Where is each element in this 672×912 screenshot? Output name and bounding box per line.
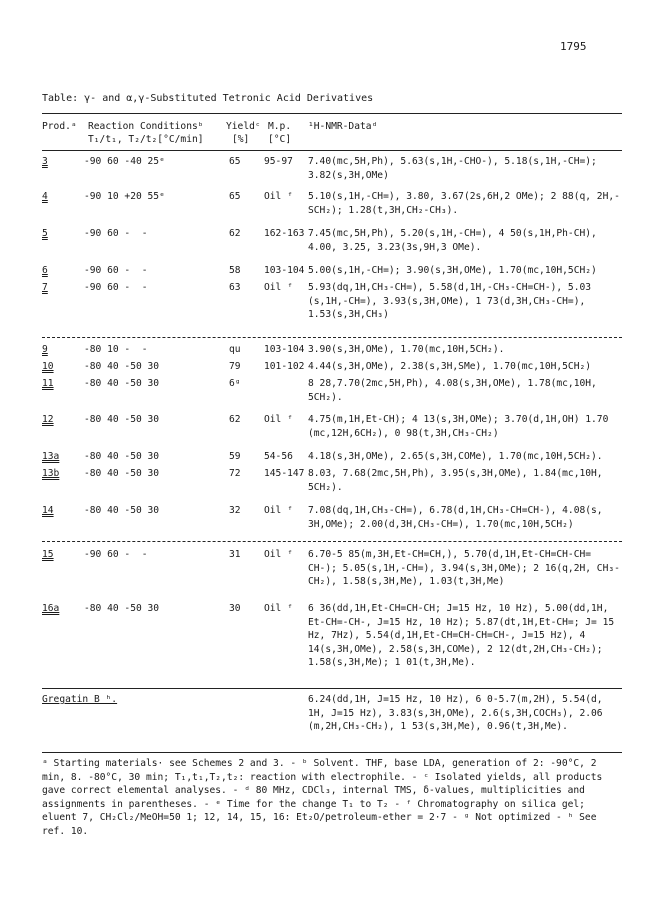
nmr-data: 6 36(dd,1H,Et-CH=CH-CH; J=15 Hz, 10 Hz), 5.00(dd,1H, Et-CH=-CH-, J=15 Hz, 10 Hz); 5.87(dt,1H,Et-CH=; J= 15 Hz, 7Hz), 5.54(d,1H,Et-CH=CH-CH=CH-, J=15 Hz), 4 14(s,3H,OMe), 2.58(s,3H,COMe), 2 12(dt,2H,CH₃-CH₂); 1.58(s,3H,Me); 1 01(t,3H,Me). (308, 603, 615, 668)
prod-number: 4 (42, 191, 48, 202)
melting-point: Oil ᶠ (264, 191, 293, 202)
prod-number: 14 (42, 505, 54, 516)
conditions: -90 60 - - (84, 228, 148, 239)
header-rule (42, 150, 622, 151)
yield: 72 (229, 468, 241, 479)
conditions: -90 60 - - (84, 265, 148, 276)
conditions: -90 10 +20 55ᵉ (84, 191, 165, 202)
prod-number: 9 (42, 344, 48, 355)
header-mp: M.p. (268, 121, 292, 132)
prod-number: 6 (42, 265, 48, 276)
yield: 32 (229, 505, 241, 516)
conditions: -80 40 -50 30 (84, 451, 160, 462)
nmr-data: 7.40(mc,5H,Ph), 5.63(s,1H,-CHO-), 5.18(s,1H,-CH=); 3.82(s,3H,OMe) (308, 156, 597, 181)
conditions: -80 40 -50 30 (84, 603, 160, 614)
nmr-data: 5.10(s,1H,-CH=), 3.80, 3.67(2s,6H,2 OMe); 2 88(q, 2H,-SCH₂); 1.28(t,3H,CH₂-CH₃). (308, 191, 620, 216)
conditions: -80 40 -50 30 (84, 361, 160, 372)
melting-point: Oil ᶠ (264, 414, 293, 425)
header-nmr: ¹H-NMR-Dataᵈ (308, 121, 378, 132)
melting-point: 54-56 (264, 451, 293, 462)
conditions: -90 60 -40 25ᵉ (84, 156, 165, 167)
prod-number: 12 (42, 414, 54, 425)
header-mp-units: [°C] (268, 134, 292, 145)
yield: 79 (229, 361, 241, 372)
yield: 59 (229, 451, 241, 462)
group-divider (42, 337, 622, 338)
table-caption: Table: γ- and α,γ-Substituted Tetronic Acid Derivatives (42, 93, 374, 104)
prod-number: 16a (42, 603, 60, 614)
header-prod: Prod.ᵃ (42, 121, 77, 132)
melting-point: Oil ᶠ (264, 603, 293, 614)
prod-number: 5 (42, 228, 48, 239)
section-rule (42, 688, 622, 689)
melting-point: Oil ᶠ (264, 549, 293, 560)
yield: qu (229, 344, 241, 355)
prod-number: 13a (42, 451, 60, 462)
melting-point: Oil ᶠ (264, 282, 293, 293)
nmr-data: 7.45(mc,5H,Ph), 5.20(s,1H,-CH=), 4 50(s,1H,Ph-CH), 4.00, 3.25, 3.23(3s,9H,3 OMe). (308, 228, 597, 253)
yield: 62 (229, 228, 241, 239)
nmr-data: 5.00(s,1H,-CH=); 3.90(s,3H,OMe), 1.70(mc,10H,5CH₂) (308, 265, 597, 276)
prod-number: 3 (42, 156, 48, 167)
yield: 30 (229, 603, 241, 614)
top-rule (42, 113, 622, 114)
nmr-data: 4.75(m,1H,Et-CH); 4 13(s,3H,OMe); 3.70(d,1H,OH) 1.70 (mc,12H,6CH₂), 0 98(t,3H,CH₃-CH₂) (308, 414, 609, 439)
yield: 65 (229, 156, 241, 167)
conditions: -90 60 - - (84, 549, 148, 560)
prod-number: 7 (42, 282, 48, 293)
page-number: 1795 (560, 40, 587, 53)
header-conditions-units: T₁/t₁, T₂/t₂[°C/min] (88, 134, 204, 145)
melting-point: 103-104 (264, 344, 305, 355)
nmr-data: 8.03, 7.68(2mc,5H,Ph), 3.95(s,3H,OMe), 1.84(mc,10H, 5CH₂). (308, 468, 603, 493)
header-yield-units: [%] (232, 134, 250, 145)
nmr-data: 6.70-5 85(m,3H,Et-CH=CH,), 5.70(d,1H,Et-CH=CH-CH= CH-); 5.05(s,1H,-CH=), 3.94(s,3H,OMe); 2 16(q,2H, CH₃-CH₂), 1.58(s,3H,Me), 1.03(t,3H,Me) (308, 549, 620, 587)
conditions: -80 40 -50 30 (84, 414, 160, 425)
yield: 63 (229, 282, 241, 293)
melting-point: 101-102 (264, 361, 305, 372)
melting-point: 145-147 (264, 468, 305, 479)
header-conditions: Reaction Conditionsᵇ (88, 121, 204, 132)
nmr-data: 4.18(s,3H,OMe), 2.65(s,3H,COMe), 1.70(mc,10H,5CH₂). (308, 451, 603, 462)
yield: 31 (229, 549, 241, 560)
prod-number: 15 (42, 549, 54, 560)
group-divider (42, 541, 622, 542)
nmr-data: 3.90(s,3H,OMe), 1.70(mc,10H,5CH₂). (308, 344, 505, 355)
yield: 6ᵍ (229, 378, 241, 389)
yield: 62 (229, 414, 241, 425)
conditions: -80 10 - - (84, 344, 148, 355)
conditions: -80 40 -50 30 (84, 468, 160, 479)
nmr-data: 6.24(dd,1H, J=15 Hz, 10 Hz), 6 0-5.7(m,2H), 5.54(d, 1H, J=15 Hz), 3.83(s,3H,OMe), 2.6(s,3H,COCH₃), 2.06 (m,2H,CH₃-CH₂), 1 53(s,3H,Me), 0.96(t,3H,Me). (308, 694, 603, 732)
nmr-data: 7.08(dq,1H,CH₃-CH=), 6.78(d,1H,CH₃-CH=CH-), 4.08(s, 3H,OMe); 2.00(d,3H,CH₃-CH=), 1.70(mc,10H,5CH₂) (308, 505, 603, 530)
nmr-data: 8 28,7.70(2mc,5H,Ph), 4.08(s,3H,OMe), 1.78(mc,10H, 5CH₂). (308, 378, 597, 403)
conditions: -80 40 -50 30 (84, 378, 160, 389)
melting-point: 103-104 (264, 265, 305, 276)
bottom-rule (42, 752, 622, 753)
footnotes: ᵃ Starting materials· see Schemes 2 and 3. - ᵇ Solvent. THF, base LDA, generation of 2: -90°C, 2 min, 8. -80°C, 30 min; T₁,t₁,T₂,t₂: reaction with electrophile. - ᶜ Isolated yields, all products gave correct elemental analyses. - ᵈ 80 MHz, CDCl₃, internal TMS, δ-values, multiplicities and assignments in parentheses. - ᵉ Time for the change T₁ to T₂ - ᶠ Chromatography on silica gel; eluent 7, CH₂Cl₂/MeOH=50 1; 12, 14, 15, 16: Et₂O/petroleum-ether = 2·7 - ᵍ Not optimized - ʰ See ref. 10. (42, 758, 603, 837)
nmr-data: 5.93(dq,1H,CH₃-CH=), 5.58(d,1H,-CH₃-CH=CH-), 5.03 (s,1H,-CH=), 3.93(s,3H,OMe), 1 73(d,3H,CH₃-CH=), 1.53(s,3H,CH₃) (308, 282, 592, 320)
yield: 65 (229, 191, 241, 202)
prod-number: 13b (42, 468, 60, 479)
melting-point: 162-163 (264, 228, 305, 239)
conditions: -90 60 - - (84, 282, 148, 293)
melting-point: Oil ᶠ (264, 505, 293, 516)
nmr-data: 4.44(s,3H,OMe), 2.38(s,3H,SMe), 1.70(mc,10H,5CH₂) (308, 361, 592, 372)
conditions: -80 40 -50 30 (84, 505, 160, 516)
prod-number: 10 (42, 361, 54, 372)
melting-point: 95-97 (264, 156, 293, 167)
prod-number: 11 (42, 378, 54, 389)
gregatin-label: Gregatin B ʰ. (42, 694, 118, 705)
header-yield: Yieldᶜ (226, 121, 261, 132)
yield: 58 (229, 265, 241, 276)
